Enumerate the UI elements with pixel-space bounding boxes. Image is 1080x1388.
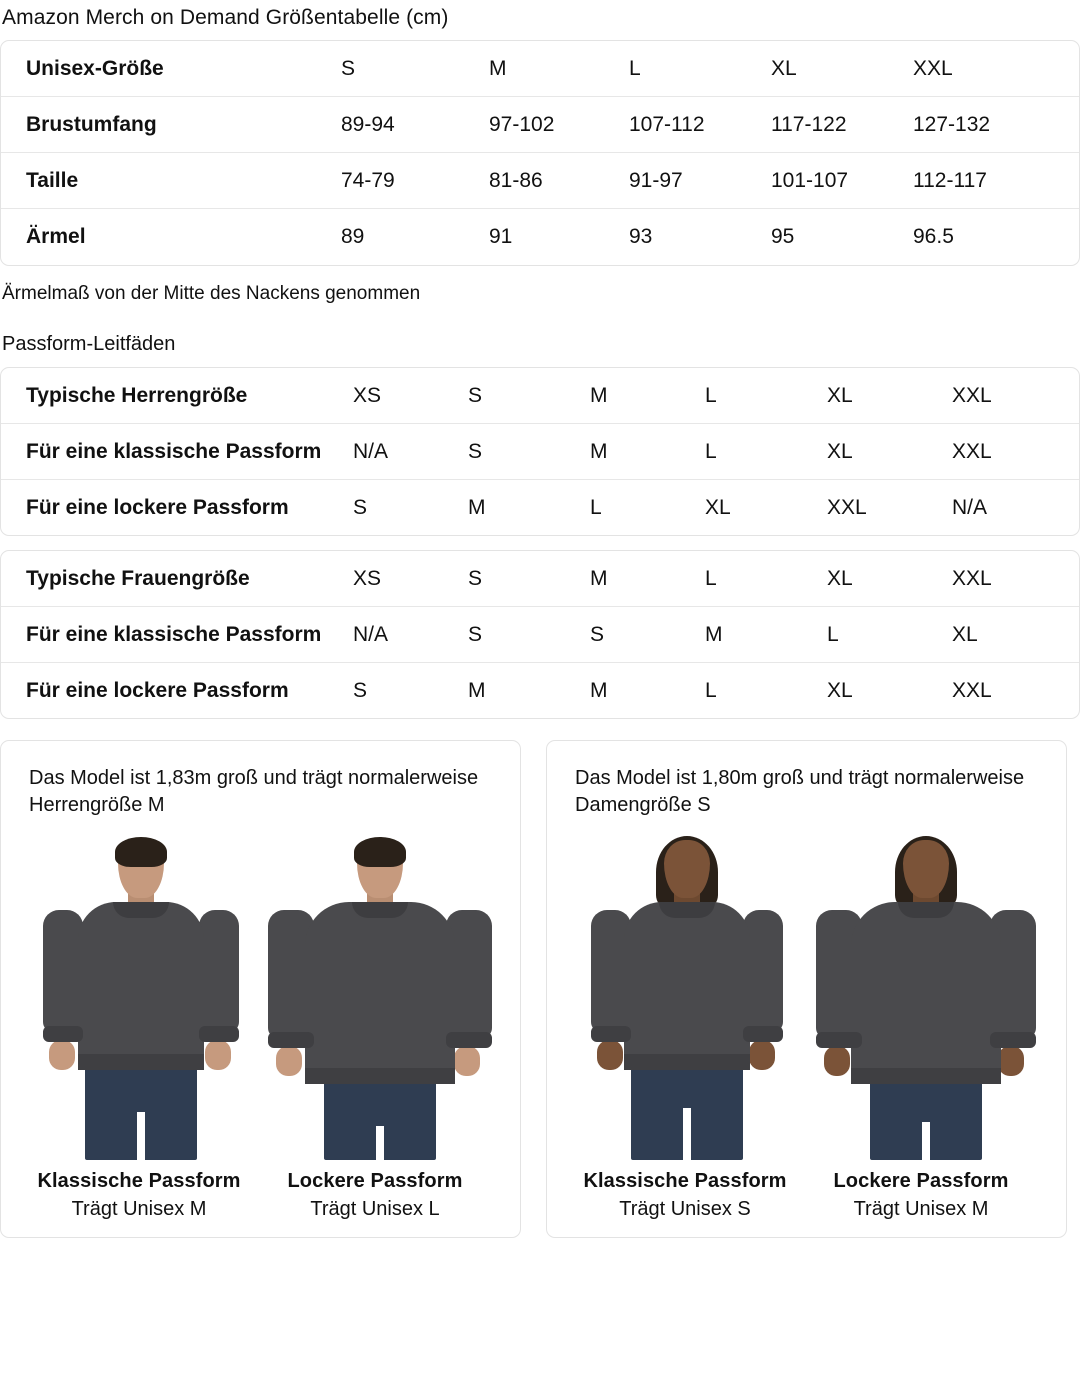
model-cards-row [0,740,1080,1238]
cell: XL [827,566,853,590]
table-row [1,41,1079,97]
cuff-left [591,1026,631,1042]
mens-model-card [0,740,521,1238]
row-label: Typische Frauengröße [26,566,250,590]
cell: XXL [952,423,1079,479]
hand-left [824,1046,850,1076]
cell: 93 [629,209,771,265]
hem-shape [851,1068,1001,1084]
cuff-right [990,1032,1036,1048]
mens-figures [21,830,500,1160]
womens-fit-table [1,551,1079,718]
figure-classic-fit-women [569,840,805,1160]
table-row [1,663,1079,719]
cuff-left [43,1026,83,1042]
hand-right [454,1046,480,1076]
womens-figures [567,830,1046,1160]
head-shape [903,840,949,898]
sweatshirt-body [305,902,455,1084]
cell: M [468,479,590,535]
cell: M [590,566,608,590]
fit-label-loose-women [803,1170,1039,1221]
cell: XXL [913,57,953,80]
cell: 74-79 [341,153,489,209]
row-label: Brustumfang [1,97,341,153]
cell: XL [771,57,797,80]
cell: S [468,383,483,407]
row-label: Für eine lockere Passform [1,663,353,719]
hem-shape [624,1054,750,1070]
cell: XS [353,566,382,590]
cell: L [590,479,705,535]
hair-icon [115,837,167,867]
cell: XL [827,383,853,407]
cell: XS [353,383,382,407]
collar-shape [113,902,169,918]
male-loose-fit-illustration [280,840,480,1160]
table-row [1,368,1079,424]
row-label: Ärmel [1,209,341,265]
cuff-right [743,1026,783,1042]
sweatshirt-body [624,902,750,1070]
row-label: Für eine klassische Passform [1,423,353,479]
female-classic-fit-illustration [587,840,787,1160]
cell: 117-122 [771,97,913,153]
mens-fit-labels [21,1170,500,1221]
male-classic-fit-illustration [41,840,241,1160]
table-row [1,607,1079,663]
mens-fit-table [1,368,1079,535]
figure-loose-fit-men [262,840,498,1160]
collar-shape [659,902,715,918]
hand-left [49,1040,75,1070]
cell: 89-94 [341,97,489,153]
fit-name: Lockere Passform [287,1170,463,1193]
hem-shape [305,1068,455,1084]
fit-label-classic-women [567,1170,803,1221]
cell: S [353,663,468,719]
cell: N/A [353,607,468,663]
cell: 89 [341,209,489,265]
cell: S [341,57,356,80]
cuff-left [816,1032,862,1048]
cell: L [705,383,717,407]
cell: M [590,423,705,479]
hand-right [998,1046,1024,1076]
fit-label-classic-men [21,1170,257,1221]
collar-shape [898,902,954,918]
cell: S [590,607,705,663]
cell: 96.5 [913,209,1079,265]
figure-loose-fit-women [808,840,1044,1160]
collar-shape [352,902,408,918]
table-row [1,423,1079,479]
cuff-right [446,1032,492,1048]
cell: M [590,663,705,719]
cell: L [705,566,717,590]
cell: L [629,57,641,80]
cell: XL [705,479,827,535]
fit-wears: Trägt Unisex S [619,1198,751,1221]
unisex-size-table [1,41,1079,265]
womens-fit-labels [567,1170,1046,1221]
cell: 91 [489,209,629,265]
sleeve-right [199,910,239,1032]
row-label: Für eine lockere Passform [1,479,353,535]
figure-classic-fit-men [23,840,259,1160]
cell: XL [952,607,1079,663]
cell: XXL [952,663,1079,719]
cell: 101-107 [771,153,913,209]
cell: 95 [771,209,913,265]
cell: 127-132 [913,97,1079,153]
row-label: Taille [1,153,341,209]
fit-wears: Trägt Unisex M [71,1198,207,1221]
page-title: Amazon Merch on Demand Größentabelle (cm) [2,6,449,29]
cell: 97-102 [489,97,629,153]
cell: 91-97 [629,153,771,209]
cell: L [827,607,952,663]
leg-gap [922,1122,930,1160]
cell: XXL [952,566,992,590]
sleeve-left [43,910,83,1032]
fit-name: Klassische Passform [37,1170,241,1193]
table-row [1,479,1079,535]
sleeve-measurement-note: Ärmelmaß von der Mitte des Nackens genommen [2,282,421,304]
cell: N/A [353,423,468,479]
model-caption: Das Model ist 1,83m groß und trägt normalerweise Herrengröße M [29,767,479,816]
sweatshirt-body [78,902,204,1070]
hair-icon [354,837,406,867]
cell: XL [827,423,952,479]
hem-shape [78,1054,204,1070]
cell: M [468,663,590,719]
cell: XXL [952,383,992,407]
cell: XXL [827,479,952,535]
fit-wears: Trägt Unisex M [853,1198,989,1221]
cell: L [705,663,827,719]
sweatshirt-body [851,902,1001,1084]
mens-fit-table-card [0,367,1080,536]
womens-fit-table-card [0,550,1080,719]
hand-right [205,1040,231,1070]
cell: S [468,423,590,479]
leg-gap [683,1108,691,1160]
hand-left [276,1046,302,1076]
cell: XL [827,663,952,719]
model-caption: Das Model ist 1,80m groß und trägt normalerweise Damengröße S [575,767,1025,816]
cell: 81-86 [489,153,629,209]
cell: S [353,479,468,535]
cuff-left [268,1032,314,1048]
table-spacer [0,536,1080,550]
fit-name: Klassische Passform [583,1170,787,1193]
row-label: Für eine klassische Passform [1,607,353,663]
row-label: Typische Herrengröße [26,383,248,407]
female-loose-fit-illustration [826,840,1026,1160]
cell: M [590,383,608,407]
table-row [1,551,1079,607]
fit-wears: Trägt Unisex L [310,1198,440,1221]
table-row [1,153,1079,209]
leg-gap [376,1126,384,1160]
table-row [1,97,1079,153]
fit-name: Lockere Passform [833,1170,1009,1193]
cell: 112-117 [913,153,1079,209]
fit-label-loose-men [257,1170,493,1221]
cell: M [489,57,507,80]
cell: M [705,607,827,663]
cell: N/A [952,479,1079,535]
cell: 107-112 [629,97,771,153]
fit-guides-title: Passform-Leitfäden [2,332,176,355]
womens-model-card [546,740,1067,1238]
table-row [1,209,1079,265]
head-shape [664,840,710,898]
cell: S [468,566,483,590]
row-label: Unisex-Größe [26,57,164,80]
cell: S [468,607,590,663]
cuff-right [199,1026,239,1042]
hand-left [597,1040,623,1070]
hand-right [749,1040,775,1070]
unisex-size-table-card [0,40,1080,266]
leg-gap [137,1112,145,1160]
cell: L [705,423,827,479]
